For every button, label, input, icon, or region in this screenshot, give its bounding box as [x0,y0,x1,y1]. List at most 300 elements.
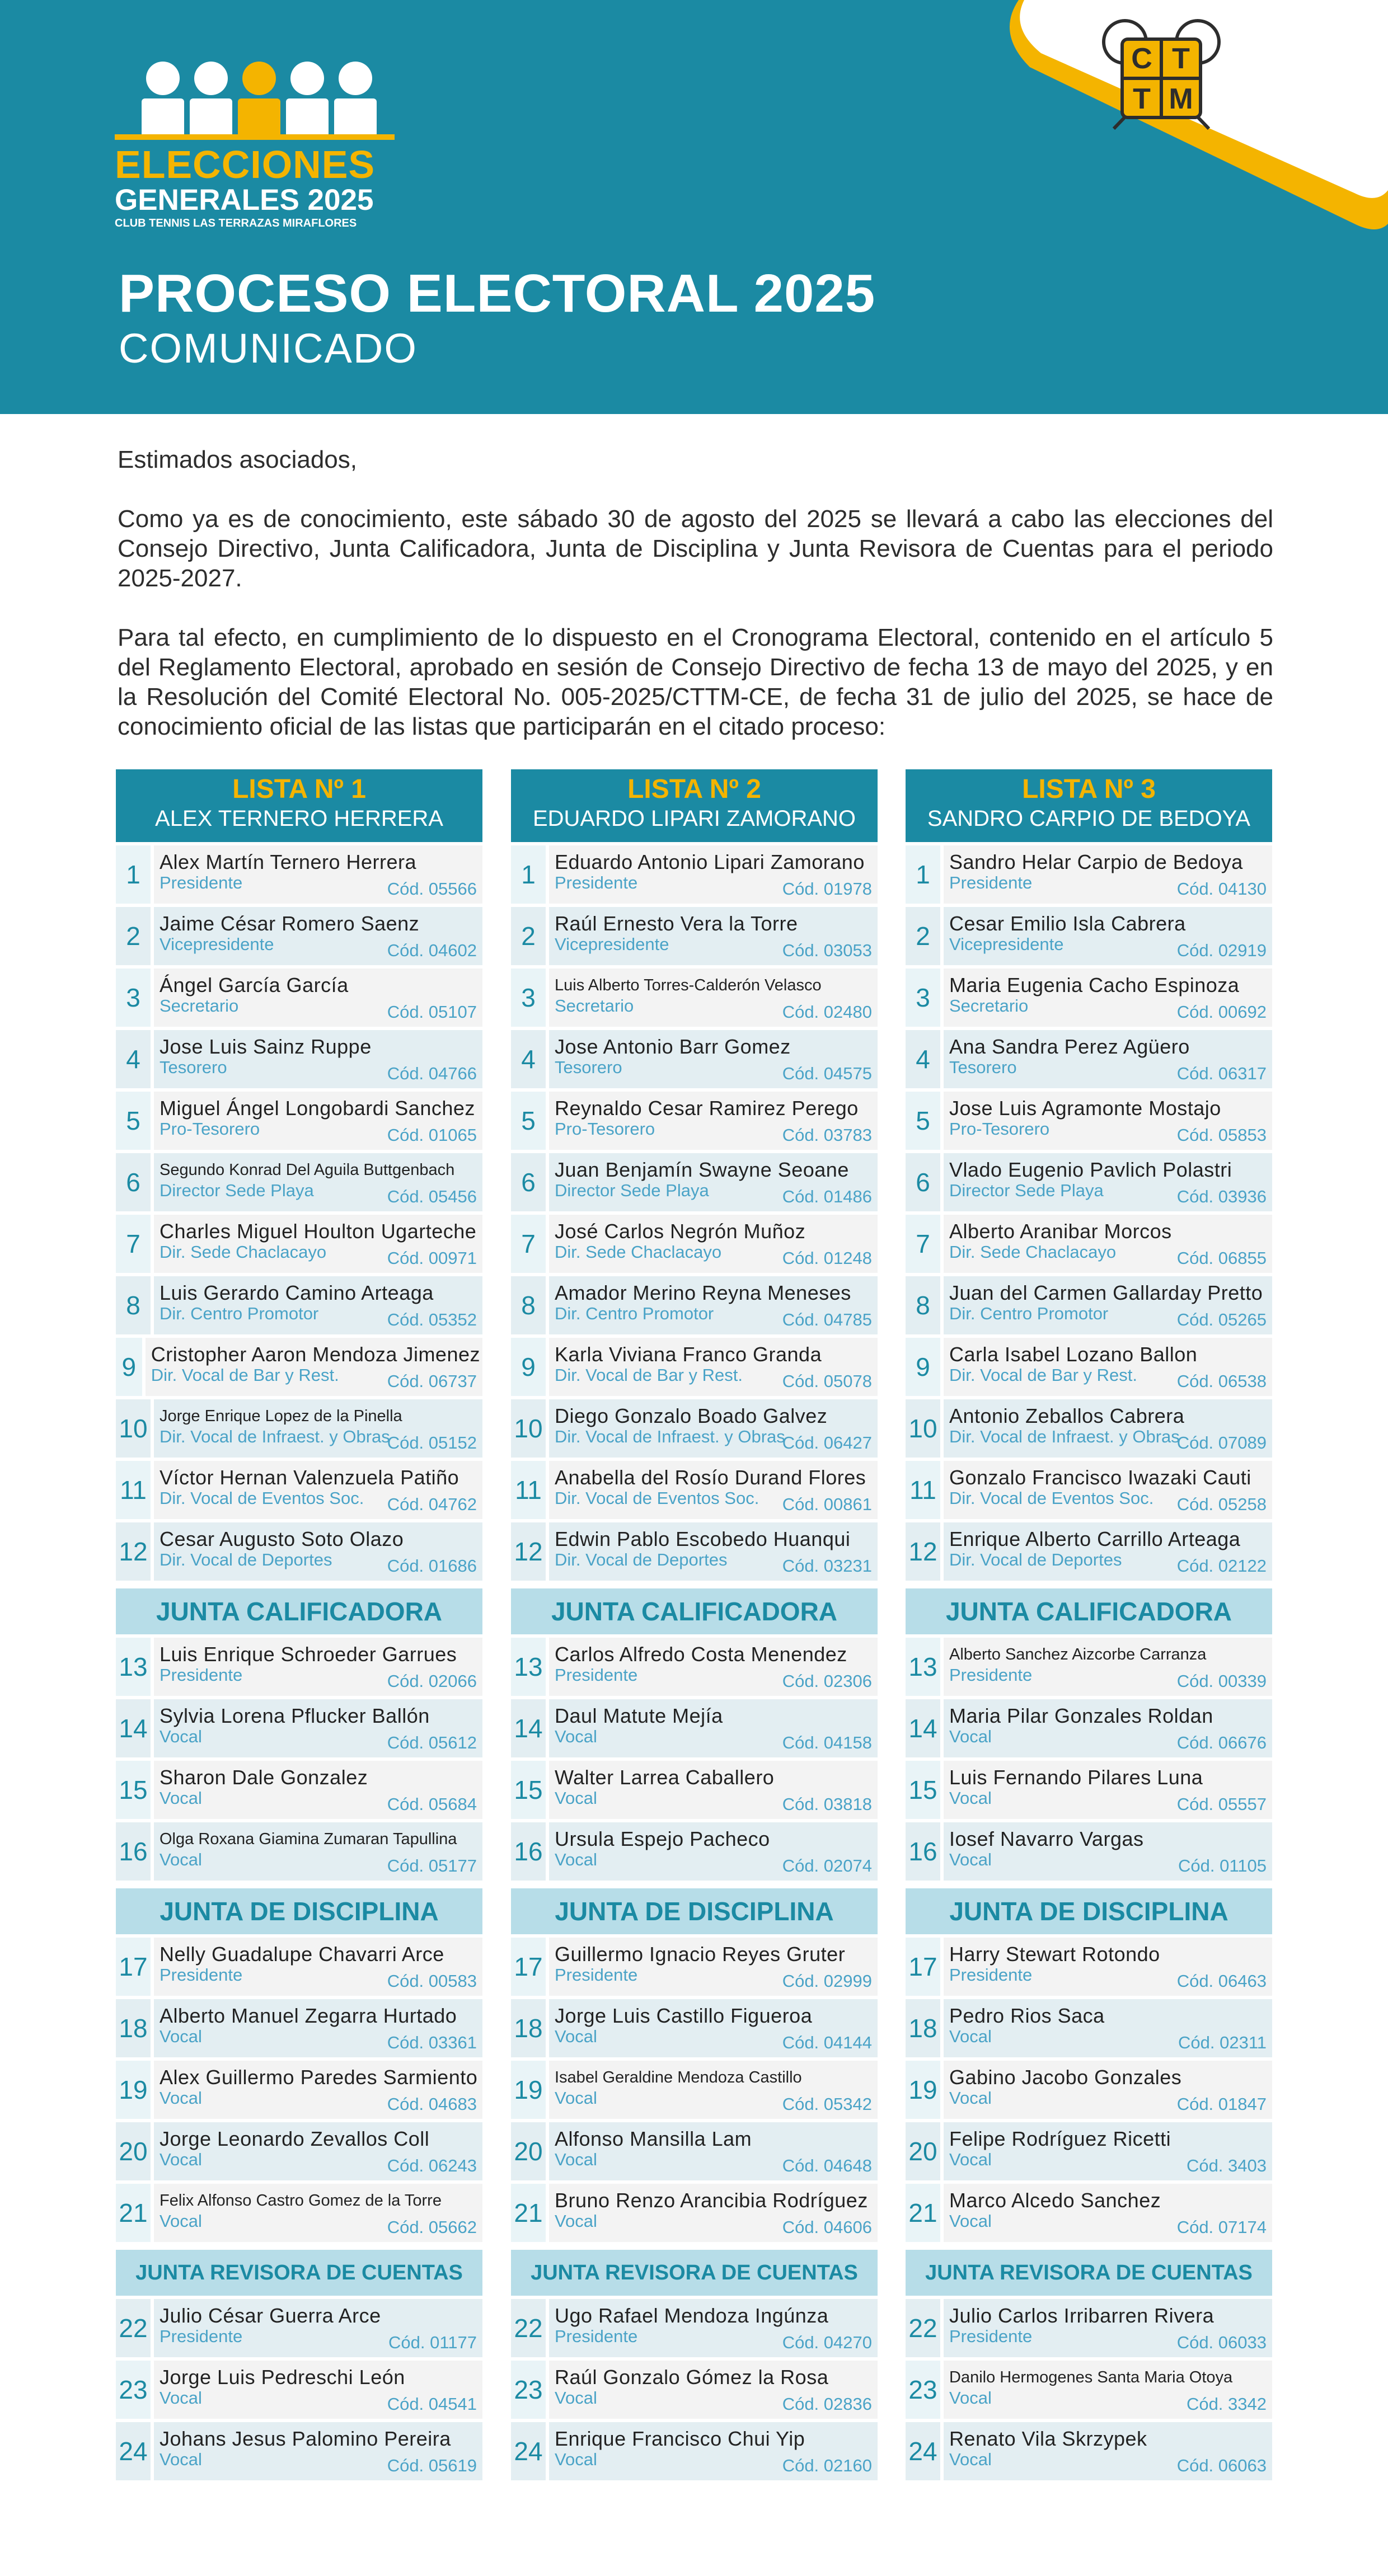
candidate-number: 2 [116,907,151,965]
candidate-row [116,1522,482,1581]
candidate-info [154,1092,482,1150]
candidate-role: Vocal [555,2150,597,2169]
candidate-code: Cód. 06676 [1176,1733,1267,1752]
candidate-number: 7 [116,1215,151,1273]
candidate-row [511,907,878,965]
candidate-row [116,1761,482,1819]
candidate-info [549,845,878,904]
candidate-number: 23 [511,2361,546,2419]
candidate-number: 9 [116,1338,142,1396]
candidate-name: Enrique Alberto Carrillo Arteaga [949,1528,1241,1550]
candidate-role: Dir. Vocal de Infraest. y Obras [160,1427,390,1446]
candidate-code: Cód. 02074 [782,1856,872,1875]
club-emblem [1100,17,1223,140]
candidate-role: Vicepresidente [555,934,669,954]
candidate-info [944,1338,1272,1396]
emblem-letter-t2: T [1133,83,1151,115]
candidate-row [906,1092,1272,1150]
candidate-row [906,1761,1272,1819]
candidate-name: Edwin Pablo Escobedo Huanqui [555,1528,851,1550]
candidate-role: Director Sede Playa [160,1181,314,1200]
candidate-row [116,2061,482,2119]
candidate-role: Vocal [160,2211,202,2231]
candidate-number: 24 [906,2422,940,2480]
candidate-number: 6 [906,1153,940,1211]
candidate-name: Johans Jesus Palomino Pereira [160,2428,451,2450]
candidate-code: Cód. 05152 [387,1433,477,1452]
lista-header [116,769,482,842]
candidate-row [116,1822,482,1881]
candidate-code: Cód. 05557 [1176,1794,1267,1814]
candidate-role: Vocal [160,1788,202,1808]
candidate-name: Jose Luis Sainz Ruppe [160,1036,372,1058]
candidate-number: 12 [906,1522,940,1581]
candidate-row [906,969,1272,1027]
candidate-name: Olga Roxana Giamina Zumaran Tapullina [160,1830,457,1848]
candidate-row [116,845,482,904]
candidate-role: Secretario [160,996,239,1016]
candidate-role: Vocal [555,1727,597,1746]
candidate-info [154,1761,482,1819]
candidate-info [944,1761,1272,1819]
candidate-info [154,2422,482,2480]
candidate-name: Víctor Hernan Valenzuela Patiño [160,1466,459,1489]
candidate-name: Cesar Emilio Isla Cabrera [949,913,1186,935]
candidate-number: 1 [511,845,546,904]
candidate-row [116,1215,482,1273]
candidate-name: Jorge Luis Pedreschi León [160,2366,405,2389]
candidate-info [944,2361,1272,2419]
candidate-row [511,969,878,1027]
candidate-number: 20 [116,2122,151,2180]
candidate-role: Vocal [555,2388,597,2408]
candidate-row [116,969,482,1027]
people-icon [142,62,400,134]
candidate-name: Jose Luis Agramonte Mostajo [949,1097,1221,1120]
candidate-number: 8 [906,1276,940,1334]
candidate-code: Cód. 01248 [782,1248,872,1268]
candidate-number: 7 [511,1215,546,1273]
candidate-name: Juan Benjamín Swayne Seoane [555,1159,849,1181]
candidate-name: Jaime César Romero Saenz [160,913,420,935]
candidate-number: 18 [511,1999,546,2057]
candidate-info [154,907,482,965]
candidate-role: Vocal [949,2211,992,2231]
emblem-letter-t: T [1172,43,1190,75]
candidate-role: Presidente [160,1965,243,1985]
candidate-number: 5 [906,1092,940,1150]
candidate-row [906,845,1272,904]
candidate-code: Cód. 03053 [782,941,872,960]
candidate-code: Cód. 04683 [387,2094,477,2114]
candidate-row [511,1399,878,1458]
section-header: JUNTA REVISORA DE CUENTAS [511,2250,878,2296]
candidate-role: Vocal [949,2027,992,2046]
candidate-number: 4 [906,1030,940,1088]
candidate-info [944,907,1272,965]
candidate-row [906,1399,1272,1458]
candidate-code: Cód. 05456 [387,1187,477,1206]
candidate-info [549,1215,878,1273]
candidate-role: Presidente [160,2326,243,2346]
candidate-number: 3 [116,969,151,1027]
candidate-code: Cód. 02306 [782,1671,872,1691]
candidate-role: Pro-Tesorero [949,1119,1050,1139]
lista-header [906,769,1272,842]
candidate-code: Cód. 06243 [387,2156,477,2175]
candidate-name: Eduardo Antonio Lipari Zamorano [555,851,865,873]
candidate-name: Jose Antonio Barr Gomez [555,1036,791,1058]
candidate-row [511,1461,878,1519]
section-header: JUNTA REVISORA DE CUENTAS [116,2250,482,2296]
candidate-row [511,1153,878,1211]
candidate-info [154,2061,482,2119]
candidate-info [944,2422,1272,2480]
candidate-role: Presidente [949,1665,1033,1685]
candidate-role: Vocal [160,2088,202,2108]
candidate-info [154,1699,482,1757]
candidate-name: Harry Stewart Rotondo [949,1943,1160,1966]
candidate-name: Ugo Rafael Mendoza Ingúnza [555,2305,829,2327]
candidate-role: Vocal [555,1788,597,1808]
elections-logo [115,62,400,231]
candidate-info [154,2122,482,2180]
candidate-row [116,1338,482,1396]
candidate-row [511,1761,878,1819]
candidate-row [906,1276,1272,1334]
candidate-number: 11 [906,1461,940,1519]
candidate-name: Anabella del Rosío Durand Flores [555,1466,866,1489]
candidate-info [154,1638,482,1696]
candidate-name: Maria Pilar Gonzales Roldan [949,1705,1213,1727]
candidate-number: 4 [116,1030,151,1088]
candidate-role: Tesorero [555,1057,622,1077]
candidate-info [549,1399,878,1458]
candidate-info [146,1338,482,1396]
candidate-row [116,1938,482,1996]
candidate-role: Secretario [949,996,1029,1016]
candidate-code: Cód. 04602 [387,941,477,960]
candidate-code: Cód. 3403 [1186,2156,1267,2175]
candidate-info [549,1822,878,1881]
candidate-code: Cód. 00971 [387,1248,477,1268]
candidate-code: Cód. 05612 [387,1733,477,1752]
candidate-info [549,1276,878,1334]
candidate-role: Vocal [160,1727,202,1746]
candidate-name: Vlado Eugenio Pavlich Polastri [949,1159,1232,1181]
candidate-number: 16 [116,1822,151,1881]
lista-leader: EDUARDO LIPARI ZAMORANO [532,806,856,831]
candidate-code: Cód. 00692 [1176,1002,1267,1022]
candidate-info [944,1822,1272,1881]
candidate-code: Cód. 06855 [1176,1248,1267,1268]
section-header: JUNTA CALIFICADORA [906,1588,1272,1634]
candidate-info [154,1999,482,2057]
candidate-role: Vocal [949,1850,992,1869]
candidate-info [549,1761,878,1819]
candidate-number: 24 [116,2422,151,2480]
candidate-number: 23 [906,2361,940,2419]
candidate-code: Cód. 01686 [387,1556,477,1576]
candidate-name: Cristopher Aaron Mendoza Jimenez [151,1343,480,1366]
candidate-info [549,1153,878,1211]
candidate-number: 12 [511,1522,546,1581]
candidate-row [116,2422,482,2480]
candidate-code: Cód. 04158 [782,1733,872,1752]
candidate-role: Dir. Centro Promotor [160,1304,319,1323]
candidate-number: 21 [116,2184,151,2242]
lista-column-1 [116,769,482,2480]
lista-title: LISTA Nº 2 [627,774,761,804]
candidate-role: Dir. Sede Chaclacayo [555,1242,722,1262]
candidate-info [549,1699,878,1757]
candidate-role: Dir. Centro Promotor [949,1304,1109,1323]
candidate-number: 8 [511,1276,546,1334]
candidate-name: Carlos Alfredo Costa Menendez [555,1643,847,1666]
candidate-number: 13 [116,1638,151,1696]
candidate-code: Cód. 02122 [1176,1556,1267,1576]
candidate-info [154,1399,482,1458]
candidate-row [511,1938,878,1996]
candidate-info [154,969,482,1027]
candidate-code: Cód. 02160 [782,2456,872,2475]
candidate-info [154,2184,482,2242]
intro-paragraph-1: Como ya es de conocimiento, este sábado 30 de agosto del 2025 se llevará a cabo las elecciones del Consejo Directivo, Junta Calificadora, Junta de Disciplina y Junta Revisora de Cuentas para el periodo 2025-2027. [118,505,1273,592]
candidate-info [944,2299,1272,2357]
candidate-row [906,1215,1272,1273]
candidate-code: Cód. 05177 [387,1856,477,1875]
header-banner [0,0,1388,414]
candidate-role: Vocal [160,2388,202,2408]
candidate-name: Daul Matute Mejía [555,1705,723,1727]
candidate-number: 20 [511,2122,546,2180]
candidate-name: Luis Fernando Pilares Luna [949,1766,1203,1789]
candidate-role: Presidente [555,1965,638,1985]
candidate-row [906,1638,1272,1696]
candidate-row [906,2299,1272,2357]
candidate-info [154,1215,482,1273]
candidate-role: Director Sede Playa [555,1181,709,1200]
candidate-row [116,1999,482,2057]
candidate-code: Cód. 04606 [782,2217,872,2237]
candidate-row [511,1822,878,1881]
candidate-row [116,1699,482,1757]
candidate-row [511,2361,878,2419]
candidate-number: 22 [511,2299,546,2357]
lista-header [511,769,878,842]
candidate-role: Presidente [555,1665,638,1685]
candidate-code: Cód. 04648 [782,2156,872,2175]
candidate-number: 5 [511,1092,546,1150]
candidate-role: Dir. Vocal de Deportes [949,1550,1122,1569]
page-title: PROCESO ELECTORAL 2025 [119,264,876,323]
candidate-code: Cód. 05107 [387,1002,477,1022]
candidate-code: Cód. 04270 [782,2333,872,2352]
candidate-info [154,1461,482,1519]
logo-line-2: GENERALES 2025 [115,184,374,217]
candidate-number: 12 [116,1522,151,1581]
candidate-number: 16 [906,1822,940,1881]
candidate-number: 19 [511,2061,546,2119]
candidate-code: Cód. 01177 [388,2333,477,2352]
candidate-role: Dir. Vocal de Deportes [555,1550,728,1569]
candidate-code: Cód. 07089 [1176,1433,1267,1452]
candidate-code: Cód. 00583 [387,1971,477,1991]
candidate-code: Cód. 01486 [782,1187,872,1206]
candidate-code: Cód. 02836 [782,2394,872,2414]
candidate-number: 19 [906,2061,940,2119]
candidate-role: Dir. Vocal de Bar y Rest. [151,1365,339,1385]
candidate-code: Cód. 02066 [387,1671,477,1691]
candidate-role: Vocal [555,2027,597,2046]
candidate-name: Sandro Helar Carpio de Bedoya [949,851,1243,873]
lista-column-2 [511,769,878,2480]
candidate-number: 16 [511,1822,546,1881]
candidate-name: Alex Guillermo Paredes Sarmiento [160,2066,478,2089]
candidate-info [549,2061,878,2119]
candidate-info [944,1522,1272,1581]
candidate-row [511,845,878,904]
candidate-number: 2 [511,907,546,965]
candidate-row [906,1461,1272,1519]
candidate-info [944,1999,1272,2057]
candidate-info [944,1938,1272,1996]
candidate-number: 13 [511,1638,546,1696]
candidate-row [511,1638,878,1696]
intro-text [118,445,1273,771]
candidate-name: Jorge Leonardo Zevallos Coll [160,2128,430,2150]
candidate-number: 23 [116,2361,151,2419]
candidate-role: Vocal [160,2150,202,2169]
candidate-role: Tesorero [949,1057,1017,1077]
candidate-code: Cód. 04144 [782,2033,872,2052]
candidate-code: Cód. 02311 [1178,2033,1267,2052]
candidate-code: Cód. 03783 [782,1125,872,1145]
candidate-number: 18 [116,1999,151,2057]
candidate-number: 3 [906,969,940,1027]
candidate-row [906,1699,1272,1757]
candidate-number: 18 [906,1999,940,2057]
candidate-code: Cód. 06538 [1176,1371,1267,1391]
candidate-role: Dir. Centro Promotor [555,1304,714,1323]
candidate-number: 20 [906,2122,940,2180]
candidate-name: Amador Merino Reyna Meneses [555,1282,851,1304]
candidate-name: Antonio Zeballos Cabrera [949,1405,1185,1427]
candidate-row [906,1999,1272,2057]
candidate-row [906,2184,1272,2242]
candidate-code: Cód. 03361 [387,2033,477,2052]
candidate-info [154,1276,482,1334]
candidate-name: Pedro Rios Saca [949,2005,1105,2027]
candidate-info [154,1522,482,1581]
candidate-code: Cód. 04785 [782,1310,872,1329]
candidate-info [944,1276,1272,1334]
candidate-number: 13 [906,1638,940,1696]
candidate-name: Julio César Guerra Arce [160,2305,381,2327]
candidate-info [154,1030,482,1088]
candidate-name: Alex Martín Ternero Herrera [160,851,416,873]
candidate-info [944,1092,1272,1150]
candidate-row [511,1215,878,1273]
candidate-number: 22 [116,2299,151,2357]
candidate-role: Presidente [555,873,638,892]
candidate-code: Cód. 05258 [1176,1494,1267,1514]
candidate-number: 7 [906,1215,940,1273]
candidate-name: Ángel García García [160,974,349,996]
candidate-name: Segundo Konrad Del Aguila Buttgenbach [160,1161,455,1179]
candidate-code: Cód. 06063 [1176,2456,1267,2475]
candidate-name: Gabino Jacobo Gonzales [949,2066,1182,2089]
candidate-name: Luis Gerardo Camino Arteaga [160,1282,434,1304]
candidate-code: Cód. 04762 [387,1494,477,1514]
candidate-number: 17 [511,1938,546,1996]
candidate-name: Cesar Augusto Soto Olazo [160,1528,404,1550]
candidate-role: Vocal [949,2150,992,2169]
candidate-number: 6 [116,1153,151,1211]
emblem-letter-m: M [1169,83,1193,115]
candidate-info [549,2184,878,2242]
candidate-info [944,1153,1272,1211]
candidate-role: Presidente [949,2326,1033,2346]
candidate-info [549,1092,878,1150]
candidate-info [154,1822,482,1881]
candidate-info [944,969,1272,1027]
candidate-row [511,2061,878,2119]
section-header: JUNTA CALIFICADORA [116,1588,482,1634]
candidate-name: Ana Sandra Perez Agüero [949,1036,1190,1058]
candidate-role: Vocal [555,1850,597,1869]
candidate-name: Guillermo Ignacio Reyes Gruter [555,1943,846,1966]
candidate-role: Presidente [949,1965,1033,1985]
candidate-code: Cód. 01847 [1176,2094,1267,2114]
candidate-role: Presidente [555,2326,638,2346]
candidate-info [549,1938,878,1996]
candidate-role: Director Sede Playa [949,1181,1104,1200]
candidate-role: Tesorero [160,1057,227,1077]
candidate-role: Pro-Tesorero [160,1119,260,1139]
candidate-info [549,2122,878,2180]
candidate-info [549,1338,878,1396]
candidate-number: 15 [906,1761,940,1819]
candidate-role: Dir. Sede Chaclacayo [949,1242,1117,1262]
candidate-name: Renato Vila Skrzypek [949,2428,1147,2450]
candidate-row [116,1153,482,1211]
candidate-role: Presidente [160,1665,243,1685]
candidate-row [906,907,1272,965]
logo-line-1: ELECCIONES [115,143,376,186]
candidate-number: 2 [906,907,940,965]
candidate-role: Dir. Vocal de Deportes [160,1550,332,1569]
candidate-number: 5 [116,1092,151,1150]
candidate-name: Charles Miguel Houlton Ugarteche [160,1220,477,1243]
emblem-letter-c: C [1131,43,1152,75]
candidate-name: Marco Alcedo Sanchez [949,2189,1161,2212]
candidate-info [549,1638,878,1696]
candidate-row [906,1030,1272,1088]
candidate-name: Iosef Navarro Vargas [949,1828,1144,1850]
lista-leader: ALEX TERNERO HERRERA [155,806,443,831]
candidate-number: 1 [906,845,940,904]
candidate-number: 24 [511,2422,546,2480]
candidate-name: Diego Gonzalo Boado Galvez [555,1405,828,1427]
candidate-role: Vocal [555,2450,597,2469]
candidate-number: 17 [906,1938,940,1996]
candidate-info [549,1522,878,1581]
candidate-row [906,2122,1272,2180]
candidate-info [944,845,1272,904]
candidate-code: Cód. 05078 [782,1371,872,1391]
candidate-info [549,1461,878,1519]
